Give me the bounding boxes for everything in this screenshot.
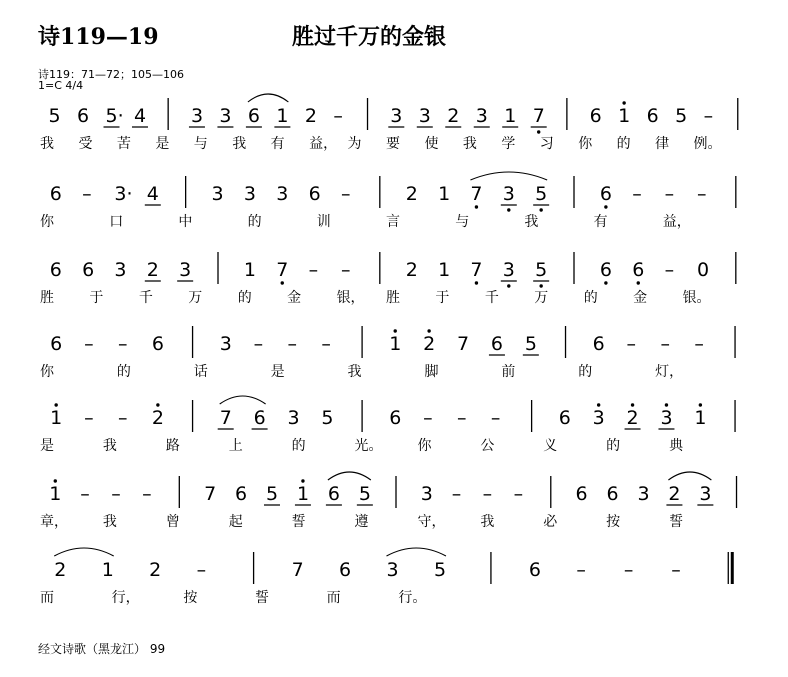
note: 1 xyxy=(296,483,310,505)
lyric-syllable: 行， xyxy=(111,590,140,606)
lyric-syllable: 是 xyxy=(155,136,170,152)
source-footer: 经文诗歌（黑龙江） 99 xyxy=(38,642,166,656)
note: – xyxy=(253,333,264,355)
slur xyxy=(328,472,371,480)
low-octave-dot xyxy=(537,130,540,133)
note: 5 xyxy=(321,407,334,429)
note: – xyxy=(482,483,493,505)
note: 6 xyxy=(50,333,63,355)
note: – xyxy=(321,333,331,355)
note: 1 xyxy=(438,183,451,205)
lyric-syllable: 千 xyxy=(138,290,153,306)
lyric-syllable: 万 xyxy=(534,290,549,306)
note: – xyxy=(660,333,670,355)
note: 3 xyxy=(179,259,192,281)
lyric-syllable: 与 xyxy=(455,214,470,230)
note: 1 xyxy=(243,259,256,281)
lyric-syllable: 公 xyxy=(480,438,495,454)
lyric-syllable: 训 xyxy=(316,214,331,230)
note: – xyxy=(111,483,121,505)
high-octave-dot xyxy=(699,403,702,406)
note: 2 xyxy=(146,259,159,281)
note: – xyxy=(117,333,128,355)
note: – xyxy=(696,183,707,205)
note: 3 xyxy=(219,105,232,127)
lyric-syllable: 苦 xyxy=(116,136,131,152)
note: 6 xyxy=(82,259,95,281)
note: 7 xyxy=(204,483,217,505)
lyric-syllable: 我 xyxy=(347,364,362,380)
note: – xyxy=(308,259,319,281)
note: – xyxy=(664,259,675,281)
note: 3· xyxy=(114,183,133,205)
low-octave-dot xyxy=(507,284,510,287)
lyric-syllable: 中 xyxy=(178,214,193,230)
note: 1 xyxy=(504,105,517,127)
note: 2 xyxy=(149,559,162,581)
note: – xyxy=(80,483,90,505)
slur xyxy=(387,548,446,556)
note: 1 xyxy=(438,259,451,281)
high-octave-dot xyxy=(54,479,57,482)
lyric-syllable: 守， xyxy=(417,514,446,530)
lyric-syllable: 习 xyxy=(539,136,554,152)
note: – xyxy=(664,183,675,205)
note: 2 xyxy=(405,259,418,281)
note: 6 xyxy=(606,483,619,505)
low-octave-dot xyxy=(637,281,640,284)
note: 2 xyxy=(626,407,639,429)
high-octave-dot xyxy=(156,403,159,406)
note: 1 xyxy=(694,407,707,429)
lyric-syllable: 的 xyxy=(247,214,262,230)
note: 3 xyxy=(502,183,515,205)
note: 3 xyxy=(699,483,712,505)
note: 5 xyxy=(524,333,537,355)
lyric-syllable: 的 xyxy=(116,364,131,380)
note: 5· xyxy=(105,105,124,127)
note: – xyxy=(117,407,128,429)
note: 6 xyxy=(528,559,542,581)
lyric-syllable: 誓 xyxy=(669,514,684,530)
lyric-syllable: 你 xyxy=(417,438,432,454)
note: 6 xyxy=(49,183,62,205)
lyric-syllable: 学 xyxy=(501,136,516,152)
note: 7 xyxy=(291,559,304,581)
lyric-syllable: 曾 xyxy=(165,514,180,530)
high-octave-dot xyxy=(427,329,430,332)
lyric-syllable: 言 xyxy=(386,214,400,230)
high-octave-dot xyxy=(597,403,600,406)
note: – xyxy=(333,105,343,127)
lyric-syllable: 话 xyxy=(193,364,208,380)
note: 3 xyxy=(418,105,431,127)
note: 6 xyxy=(151,333,164,355)
scripture-reference: 诗119：71—72；105—106 xyxy=(38,68,184,81)
lyric-syllable: 而 xyxy=(40,590,54,606)
note: 5 xyxy=(535,259,548,281)
lyric-syllable: 例。 xyxy=(693,136,722,152)
lyric-syllable: 的 xyxy=(291,438,306,454)
note: 3 xyxy=(190,105,204,127)
note: 3 xyxy=(243,183,256,205)
lyric-syllable: 必 xyxy=(543,514,558,530)
note: – xyxy=(694,333,704,355)
lyric-syllable: 银。 xyxy=(682,290,711,306)
low-octave-dot xyxy=(539,284,542,287)
slur xyxy=(54,548,113,556)
note: 5 xyxy=(48,105,61,127)
note: – xyxy=(340,259,351,281)
note: – xyxy=(423,407,433,429)
note: 6 xyxy=(599,183,612,205)
note: 3 xyxy=(114,259,127,281)
lyric-syllable: 路 xyxy=(165,438,180,454)
note: 6 xyxy=(589,105,602,127)
note: 2 xyxy=(54,559,67,581)
low-octave-dot xyxy=(281,281,284,284)
note: 2 xyxy=(151,407,164,429)
note: – xyxy=(490,407,501,429)
lyric-syllable: 前 xyxy=(501,364,516,380)
lyric-syllable: 胜 xyxy=(386,290,400,306)
lyric-syllable: 你 xyxy=(40,364,54,380)
lyric-syllable: 誓 xyxy=(291,514,306,530)
lyric-syllable: 为 xyxy=(347,136,362,152)
note: 4 xyxy=(133,105,147,127)
lyric-syllable: 使 xyxy=(424,136,439,152)
note: 6 xyxy=(308,183,321,205)
note: 1 xyxy=(276,105,289,127)
lyric-syllable: 是 xyxy=(40,438,54,454)
note: 3 xyxy=(475,105,488,127)
key-signature: 1=C 4/4 xyxy=(38,79,84,92)
lyric-syllable: 于 xyxy=(89,290,104,306)
note: 3 xyxy=(420,483,433,505)
lyric-syllable: 按 xyxy=(183,590,198,606)
lyric-syllable: 的 xyxy=(616,136,631,152)
note: 6 xyxy=(646,105,659,127)
slur xyxy=(220,396,266,404)
lyric-syllable: 而 xyxy=(326,590,341,606)
note: – xyxy=(623,559,634,581)
lyric-syllable: 金 xyxy=(287,290,302,306)
lyric-syllable: 脚 xyxy=(424,364,439,380)
note: 6 xyxy=(558,407,571,429)
note: – xyxy=(703,105,714,127)
note: 7 xyxy=(276,259,289,281)
note: – xyxy=(671,559,681,581)
note: 6 xyxy=(49,259,62,281)
note: 6 xyxy=(235,483,248,505)
lyric-syllable: 我 xyxy=(40,136,54,152)
lyric-syllable: 与 xyxy=(193,136,208,152)
low-octave-dot xyxy=(604,205,607,208)
note: 6 xyxy=(490,333,504,355)
lyric-syllable: 灯， xyxy=(655,364,684,380)
lyric-syllable: 要 xyxy=(386,136,400,152)
low-octave-dot xyxy=(539,208,542,211)
note: 3 xyxy=(502,259,515,281)
note: – xyxy=(196,559,207,581)
low-octave-dot xyxy=(604,281,607,284)
note: 2 xyxy=(668,483,681,505)
note: 4 xyxy=(146,183,159,205)
high-octave-dot xyxy=(622,101,625,104)
lyric-syllable: 我 xyxy=(102,438,117,454)
lyric-syllable: 你 xyxy=(40,214,54,230)
lyric-syllable: 千 xyxy=(484,290,499,306)
high-octave-dot xyxy=(54,403,57,406)
lyric-syllable: 义 xyxy=(543,438,558,454)
note: – xyxy=(82,183,92,205)
lyric-syllable: 益， xyxy=(309,136,338,152)
note: 3 xyxy=(211,183,224,205)
note: 6 xyxy=(253,407,266,429)
low-octave-dot xyxy=(507,208,510,211)
note: 5 xyxy=(433,559,447,581)
lyric-syllable: 的 xyxy=(578,364,593,380)
note: 2 xyxy=(447,105,460,127)
note: 7 xyxy=(457,333,470,355)
lyric-syllable: 遵 xyxy=(354,514,369,530)
note: 0 xyxy=(696,259,710,281)
lyric-syllable: 有 xyxy=(593,214,608,230)
note: 1 xyxy=(389,333,402,355)
note: – xyxy=(84,407,94,429)
lyric-syllable: 律 xyxy=(655,136,670,152)
note: 3 xyxy=(660,407,673,429)
low-octave-dot xyxy=(475,281,478,284)
high-octave-dot xyxy=(394,329,397,332)
note: 6 xyxy=(339,559,352,581)
high-octave-dot xyxy=(665,403,668,406)
note: 6 xyxy=(632,259,645,281)
note: 1 xyxy=(618,105,631,127)
high-octave-dot xyxy=(301,479,304,482)
note: 3 xyxy=(276,183,289,205)
lyric-syllable: 胜 xyxy=(40,290,54,306)
note: 7 xyxy=(219,407,232,429)
lyric-syllable: 有 xyxy=(270,136,285,152)
lyric-syllable: 你 xyxy=(578,136,593,152)
note: 5 xyxy=(675,105,688,127)
note: 3 xyxy=(390,105,403,127)
lyric-syllable: 上 xyxy=(228,438,243,454)
lyric-syllable: 受 xyxy=(78,136,93,152)
lyric-syllable: 我 xyxy=(524,214,539,230)
slur xyxy=(248,94,288,102)
lyric-syllable: 我 xyxy=(102,514,117,530)
low-octave-dot xyxy=(475,205,478,208)
note: 6 xyxy=(592,333,605,355)
note: – xyxy=(626,333,637,355)
lyric-syllable: 起 xyxy=(228,514,243,530)
note: 5 xyxy=(265,483,279,505)
lyric-syllable: 的 xyxy=(583,290,598,306)
note: – xyxy=(457,407,467,429)
note: 3 xyxy=(637,483,650,505)
lyric-syllable: 誓 xyxy=(255,590,269,606)
lyric-syllable: 典 xyxy=(669,438,684,454)
note: 6 xyxy=(389,407,402,429)
page-title: 胜过千万的金银 xyxy=(292,24,447,50)
lyric-syllable: 于 xyxy=(435,290,450,306)
note: 6 xyxy=(575,483,588,505)
lyric-syllable: 光。 xyxy=(354,438,383,454)
note: 1 xyxy=(101,559,114,581)
lyric-syllable: 按 xyxy=(606,514,621,530)
hymn-number: 诗119—19 xyxy=(38,24,159,50)
high-octave-dot xyxy=(631,403,634,406)
note: 5 xyxy=(358,483,371,505)
lyric-syllable: 银， xyxy=(336,290,365,306)
lyric-syllable: 行。 xyxy=(398,590,427,606)
slur xyxy=(470,172,547,180)
note: 2 xyxy=(304,105,317,127)
lyric-syllable: 万 xyxy=(188,290,203,306)
note: – xyxy=(340,183,351,205)
note: – xyxy=(632,183,642,205)
note: – xyxy=(451,483,462,505)
lyric-syllable: 金 xyxy=(633,290,648,306)
note: 1 xyxy=(50,407,63,429)
note: 1 xyxy=(49,483,62,505)
note: 6 xyxy=(327,483,340,505)
lyric-syllable: 益， xyxy=(662,214,691,230)
note: 7 xyxy=(532,105,545,127)
note: 6 xyxy=(77,105,90,127)
note: 3 xyxy=(287,407,300,429)
note: 5 xyxy=(535,183,548,205)
lyric-syllable: 是 xyxy=(270,364,285,380)
lyric-syllable: 我 xyxy=(480,514,495,530)
note: 6 xyxy=(247,105,260,127)
note: – xyxy=(513,483,524,505)
lyric-syllable: 的 xyxy=(237,290,252,306)
note: 3 xyxy=(592,407,605,429)
note: 6 xyxy=(599,259,612,281)
slur xyxy=(668,472,711,480)
note: – xyxy=(142,483,152,505)
note: 2 xyxy=(405,183,418,205)
note: – xyxy=(576,559,586,581)
note: – xyxy=(84,333,94,355)
lyric-syllable: 章， xyxy=(40,514,68,530)
lyric-syllable: 的 xyxy=(606,438,621,454)
note: 7 xyxy=(470,259,483,281)
lyric-syllable: 我 xyxy=(462,136,477,152)
note: 3 xyxy=(219,333,232,355)
lyric-syllable: 我 xyxy=(232,136,247,152)
note: 3 xyxy=(386,559,399,581)
note: 2 xyxy=(423,333,436,355)
lyric-syllable: 口 xyxy=(109,214,124,230)
note: 7 xyxy=(470,183,483,205)
note: – xyxy=(287,333,298,355)
